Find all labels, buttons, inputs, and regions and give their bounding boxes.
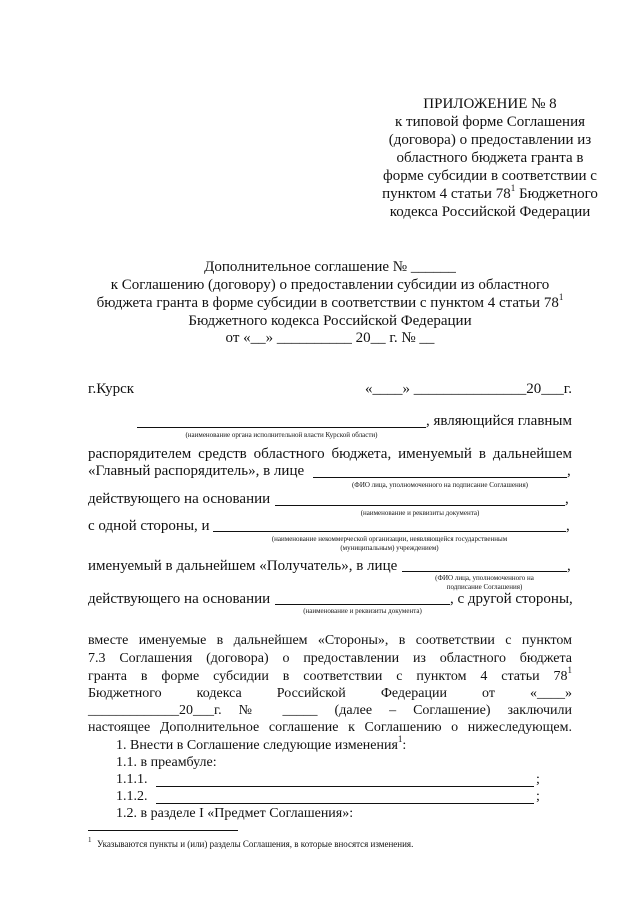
basis-caption-2: (наименование и реквизиты документа) (303, 607, 422, 615)
basis-label-2: действующего на основании (88, 591, 271, 607)
para-line-5: _____________20___г. № _____ (далее – Соглашение) заключили (88, 703, 572, 718)
recipient-person-caption-1: (ФИО лица, уполномоченного на (435, 574, 534, 582)
basis-caption-1: (наименование и реквизиты документа) (360, 509, 480, 517)
item-1-2: 1.2. в разделе I «Предмет Соглашения»: (116, 806, 354, 821)
authority-name-line (137, 427, 426, 428)
chief-manager-label: «Главный распорядитель», в лице (88, 463, 305, 479)
item-1-1-1: 1.1.1. (116, 772, 148, 787)
comma-1: , (567, 463, 571, 479)
appendix-line-2: (договора) о предоставлении из (388, 132, 592, 148)
body-row-2: распорядителем средств областного бюджета, именуемый в дальнейшем (88, 446, 572, 462)
heading-line-4: Бюджетного кодекса Российской Федерации (188, 313, 472, 329)
recipient-person-caption-2: подписание Соглашения) (446, 583, 523, 591)
appendix-line-1: к типовой форме Соглашения (395, 114, 585, 130)
para-line-1: вместе именуемые в дальнейшем «Стороны», в соответствии с пунктом (88, 633, 572, 648)
heading-line-5: от «__» __________ 20__ г. № __ (225, 330, 435, 346)
heading-line-3: бюджета гранта в форме субсидии в соответствии с пунктом 4 статьи $78^1$ (96, 292, 564, 311)
para-line-3: гранта в форме субсидии в соответствии с пунктом 4 статьи $78^1$ (88, 665, 572, 684)
one-side-label: с одной стороны, и (88, 518, 210, 534)
para-line-2: 7.3 Соглашения (договора) о предоставлении из областного бюджета (88, 651, 572, 666)
chief-person-caption: (ФИО лица, уполномоченного на подписание Соглашения) (351, 481, 529, 489)
comma-4: , (567, 558, 571, 574)
authority-tail: , являющийся главным (426, 413, 573, 429)
heading-line-2: к Соглашению (договору) о предоставлении субсидии из областного (110, 277, 550, 293)
item-1-1-1-semicolon: ; (536, 772, 540, 787)
para-line-4: Бюджетного кодекса Российской Федерации от «____» (88, 686, 572, 701)
appendix-line-6: кодекса Российской Федерации (389, 204, 591, 220)
recipient-label: именуемый в дальнейшем «Получатель», в лице (88, 558, 398, 574)
item-1: 1. Внести в Соглашение следующие изменения$^1$: (116, 734, 407, 753)
footnote-separator (88, 830, 238, 831)
comma-2: , (565, 491, 569, 507)
appendix-line-4: форме субсидии в соответствии с (383, 168, 597, 184)
heading-line-1: Дополнительное соглашение № ______ (204, 259, 456, 275)
organization-line (213, 531, 566, 532)
chief-person-line (313, 477, 567, 478)
city: г.Курск (88, 381, 135, 397)
authority-caption: (наименование органа исполнительной власти Курской области) (185, 431, 378, 439)
comma-3: , (566, 518, 570, 534)
item-1-1-2-semicolon: ; (536, 789, 540, 804)
basis-line-2 (275, 604, 450, 605)
footnote-mark: 1 (88, 836, 92, 844)
appendix-title: ПРИЛОЖЕНИЕ № 8 (423, 96, 557, 112)
footnote-text: Указываются пункты и (или) разделы Соглашения, в которые вносятся изменения. (97, 839, 414, 849)
other-side-tail: , с другой стороны, (450, 591, 573, 607)
basis-line-1 (275, 505, 565, 506)
basis-label-1: действующего на основании (88, 491, 271, 507)
organization-caption-1: (наименование некоммерческой организации, неявляющейся государственным (271, 535, 508, 543)
item-1-1: 1.1. в преамбуле: (116, 755, 217, 770)
recipient-person-line (402, 571, 567, 572)
appendix-line-3: областного бюджета гранта в (396, 150, 584, 166)
agreement-date: «____» _______________20___г. (365, 381, 572, 397)
appendix-line-5: пунктом 4 статьи $78^1$ Бюджетного (382, 183, 598, 202)
item-1-1-2: 1.1.2. (116, 789, 148, 804)
item-1-1-2-line (156, 803, 534, 804)
organization-caption-2: (муниципальным) учреждением) (340, 544, 439, 552)
para-line-6: настоящее Дополнительное соглашение к Соглашению о нижеследующем. (88, 720, 572, 735)
item-1-1-1-line (156, 786, 534, 787)
